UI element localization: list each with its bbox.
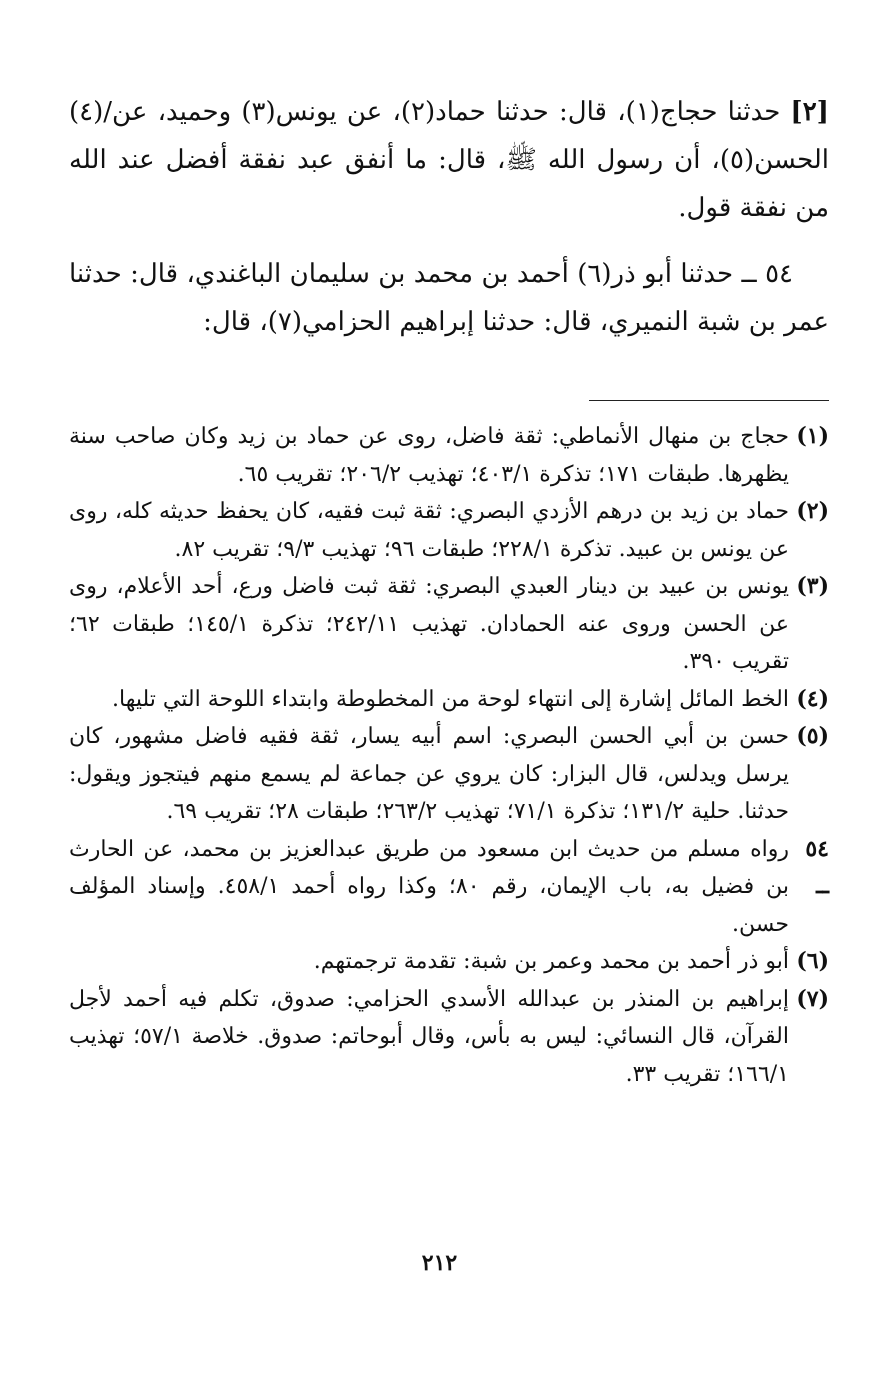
footnote-text: الخط المائل إشارة إلى انتهاء لوحة من المخطوطة وابتداء اللوحة التي تليها. (112, 686, 789, 712)
footnote-text: يونس بن عبيد بن دينار العبدي البصري: ثقة ثبت فاضل ورع، أحد الأعلام، روى عن الحسن وروى عنه الحمادان. تهذيب ٢٤٢/١١؛ تذكرة ١٤٥/١؛ طبقات ٦٢؛ تقريب ٣٩٠. (69, 574, 789, 674)
footnote-text: حسن بن أبي الحسن البصري: اسم أبيه يسار، ثقة فقيه فاضل مشهور، كان يرسل ويدلس، قال البزار: كان يروي عن جماعة لم يسمع منهم فيتجوز ويقول: حدثنا. حلية ١٣١/٢؛ تذكرة ٧١/١؛ تهذيب ٢٦٣/٢؛ طبقات ٢٨؛ تقريب ٦٩. (69, 724, 789, 824)
footnote-5 (69, 718, 829, 831)
footnote-text: حماد بن زيد بن درهم الأزدي البصري: ثقة ثبت فقيه، كان يحفظ حديثه كله، روى عن يونس بن عبيد. تذكرة ٢٢٨/١؛ طبقات ٩٦؛ تهذيب ٩/٣؛ تقريب ٨٢. (69, 499, 789, 562)
hadith-54-paragraph (69, 250, 829, 346)
footnote-2 (69, 493, 829, 568)
footnote-number: (١) (796, 423, 829, 449)
hadith-2-number: [٢] (790, 97, 829, 127)
footnote-number: (٣) (796, 573, 829, 599)
main-text (69, 88, 829, 346)
footnote-divider (589, 400, 829, 401)
hadith-2-text: حدثنا حجاج(١)، قال: حدثنا حماد(٢)، عن يونس(٣) وحميد، عن/(٤) الحسن(٥)، أن رسول الله ﷺ، قال: ما أنفق عبد نفقة أفضل عند الله من نفقة قول. (69, 97, 829, 223)
footnote-1 (69, 418, 829, 493)
footnote-number: (٤) (796, 685, 829, 712)
footnote-7 (69, 981, 829, 1094)
footnote-number: (٦) (796, 948, 829, 974)
footnote-4 (69, 681, 829, 719)
footnote-54 (69, 831, 829, 944)
hadith-54-text: ٥٤ ــ حدثنا أبو ذر(٦) أحمد بن محمد بن سليمان الباغندي، قال: حدثنا عمر بن شبة النميري، قال: حدثنا إبراهيم الحزامي(٧)، قال: (69, 259, 829, 337)
footnote-text: أبو ذر أحمد بن محمد وعمر بن شبة: تقدمة ترجمتهم. (313, 949, 789, 974)
footnote-number: (٧) (796, 985, 829, 1012)
footnote-number: ٥٤ ــ (805, 835, 829, 899)
page-number: ٢١٢ (421, 1250, 458, 1276)
footnote-text: حجاج بن منهال الأنماطي: ثقة فاضل، روى عن حماد بن زيد وكان صاحب سنة يظهرها. طبقات ١٧١؛ تذكرة ٤٠٣/١؛ تهذيب ٢٠٦/٢؛ تقريب ٦٥. (69, 424, 789, 487)
footnote-number: (٥) (796, 723, 829, 749)
hadith-2-paragraph (69, 88, 829, 232)
footnote-text: إبراهيم بن المنذر بن عبدالله الأسدي الحزامي: صدوق، تكلم فيه أحمد لأجل القرآن، قال النسائي: ليس به بأس، وقال أبوحاتم: صدوق. خلاصة ٥٧/١؛ تهذيب ١٦٦/١؛ تقريب ٣٣. (69, 986, 789, 1087)
footnote-text: رواه مسلم من حديث ابن مسعود من طريق عبدالعزيز بن محمد، عن الحارث بن فضيل به، باب الإيمان، رقم ٨٠؛ وكذا رواه أحمد ٤٥٨/١. وإسناد المؤلف حسن. (69, 836, 790, 937)
footnotes-section (69, 418, 829, 1093)
footnote-6 (69, 943, 829, 981)
footnote-number: (٢) (796, 498, 829, 524)
footnote-3 (69, 568, 829, 681)
